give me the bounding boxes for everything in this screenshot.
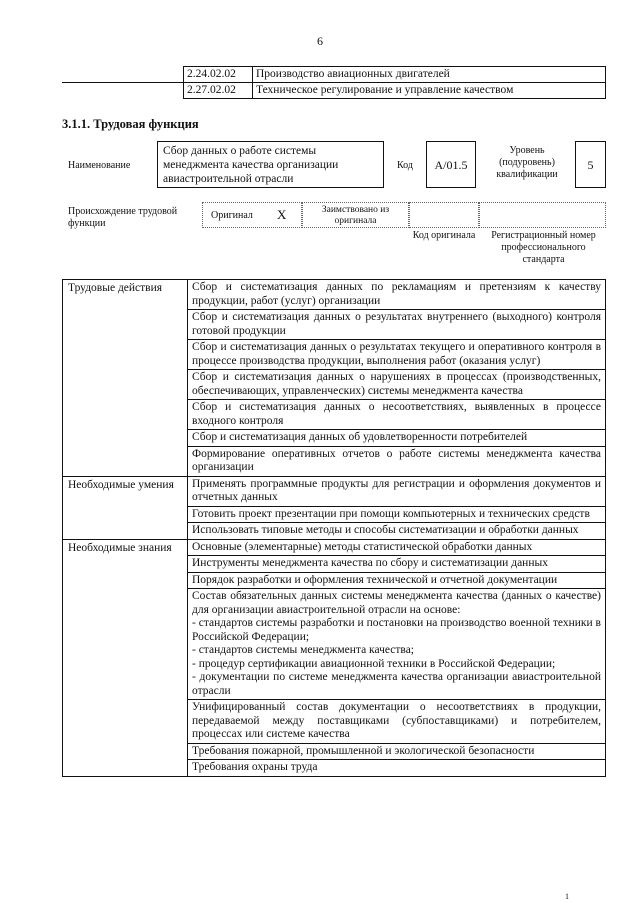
name-label: Наименование	[68, 160, 131, 171]
regnum-box	[479, 202, 606, 228]
code-label: Код	[397, 160, 413, 171]
knowledge-item: Инструменты менеджмента качества по сбору и систематизации данных	[188, 556, 606, 573]
labor-action-item: Сбор и систематизация данных об удовлетворенности потребителей	[188, 430, 606, 447]
knowledge-item: Основные (элементарные) методы статистической обработки данных	[188, 539, 606, 556]
skill-item: Применять программные продукты для регистрации и оформления документов и отчетных данных	[188, 476, 606, 506]
original-mark: X	[277, 207, 287, 222]
function-name-value: Сбор данных о работе системы менеджмента качества организации авиастроительной отрасли	[157, 141, 384, 188]
labor-action-item: Сбор и систематизация данных о нарушениях в процессах (производственных, обеспечивающих, управленческих) системы менеджмента качества	[188, 370, 606, 400]
skill-item: Готовить проект презентации при помощи компьютерных и технических средств	[188, 506, 606, 523]
code-original-caption: Код оригинала	[412, 230, 476, 241]
origin-label: Происхождение трудовой функции	[68, 206, 178, 229]
empty-cell	[62, 67, 184, 83]
table-row	[63, 539, 606, 556]
code-cell: 2.27.02.02	[184, 83, 253, 99]
required-knowledge-label: Необходимые знания	[63, 539, 188, 776]
knowledge-bullet: - процедур сертификации авиационной техники в Российской Федерации;	[192, 657, 556, 670]
labor-actions-label: Трудовые действия	[63, 280, 188, 477]
knowledge-item: Требования пожарной, промышленной и экологической безопасности	[188, 743, 606, 760]
page-number: 6	[317, 34, 323, 48]
knowledge-item: Порядок разработки и оформления технической и отчетной документации	[188, 572, 606, 589]
knowledge-item: Унифицированный состав документации о несоответствиях в продукции, передаваемой между поставщиками (субпоставщиками) и потребителем, процессах или системе качества	[188, 700, 606, 744]
labor-action-item: Сбор и систематизация данных о несоответствиях, выявленных в процессе входного контроля	[188, 400, 606, 430]
name-cell: Техническое регулирование и управление качеством	[253, 83, 606, 99]
original-label: Оригинал	[211, 210, 253, 221]
knowledge-item: Требования охраны труда	[188, 760, 606, 777]
labor-action-item: Формирование оперативных отчетов о работе системы менеджмента качества организации	[188, 446, 606, 476]
skill-item: Использовать типовые методы и способы систематизации и обработки данных	[188, 523, 606, 540]
level-label: Уровень (подуровень) квалификации	[496, 145, 558, 180]
function-code-value: A/01.5	[426, 141, 476, 188]
code-original-box	[409, 202, 479, 228]
name-cell: Производство авиационных двигателей	[253, 67, 606, 83]
empty-cell	[62, 83, 184, 99]
labor-function-table	[62, 279, 606, 777]
regnum-caption: Регистрационный номер профессионального стандарта	[491, 230, 596, 265]
table-row	[63, 476, 606, 506]
table-row	[62, 67, 606, 83]
section-heading: 3.1.1. Трудовая функция	[62, 117, 199, 131]
code-cell: 2.24.02.02	[184, 67, 253, 83]
borrowed-label: Заимствовано из оригинала	[321, 205, 390, 226]
labor-action-item: Сбор и систематизация данных о результатах внутреннего (выходного) контроля готовой продукции	[188, 310, 606, 340]
knowledge-bullet: - стандартов системы разработки и постановки на производство военной техники в Российской Федерации;	[192, 617, 601, 643]
footer-mark: 1	[565, 892, 569, 901]
knowledge-bullet: - документации по системе менеджмента качества организации авиастроительной отрасли	[192, 671, 601, 697]
function-level-value: 5	[575, 141, 606, 188]
labor-action-item: Сбор и систематизация данных о результатах текущего и оперативного контроля в процессе производства продукции, выполнения работ (оказания услуг)	[188, 340, 606, 370]
table-row	[63, 280, 606, 310]
knowledge-item-composite	[188, 589, 606, 700]
knowledge-intro: Состав обязательных данных системы менеджмента качества (данных о качестве) для организации авиастроительной отрасли на основе:	[192, 590, 601, 616]
labor-action-item: Сбор и систематизация данных по рекламациям и претензиям к качеству продукции, работ (услуг) организации	[188, 280, 606, 310]
table-row	[62, 83, 606, 99]
knowledge-bullet: - стандартов системы менеджмента качества;	[192, 644, 414, 656]
okso-codes-table	[62, 66, 606, 99]
required-skills-label: Необходимые умения	[63, 476, 188, 539]
